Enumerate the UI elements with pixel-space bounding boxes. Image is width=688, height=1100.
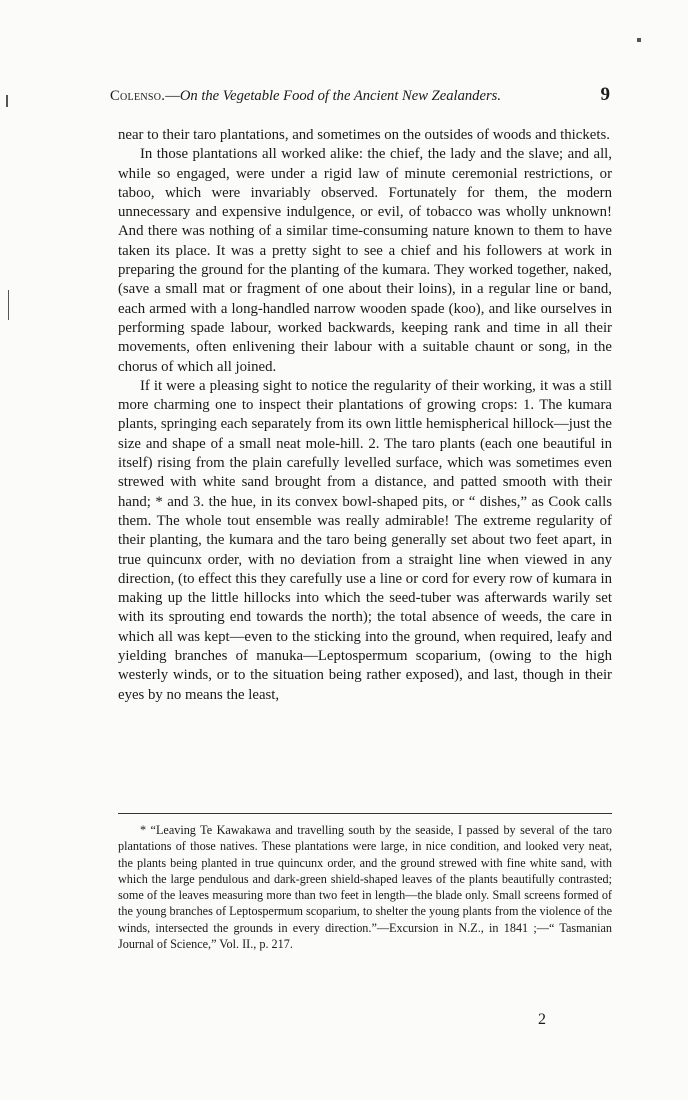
body-text (118, 126, 612, 705)
header-author: Colenso. (110, 88, 166, 104)
header-dash: — (165, 88, 180, 104)
paragraph-3: If it were a pleasing sight to notice the regularity of their working, it was a still more charming one to inspect their plantations of growing crops: 1. The kumara plants, springing each separately from its own little hemispherical hillock—just the size and shape of a small neat mole-hill. 2. The taro plants (each one beautiful in itself) rising from the plain carefully levelled surface, which was sometimes even strewed with white sand brought from a distance, and patted smooth with their hand; * and 3. the hue, in its convex bowl-shaped pits, or “ dishes,” as Cook calls them. The whole tout ensemble was really admirable! The extreme regularity of their planting, the kumara and the taro being generally set about two feet apart, in true quincunx order, with no deviation from a straight line when viewed in any direction, (to effect this they carefully use a line or cord for every row of kumara in making up the little hillocks into which the seed-tuber was afterwards warily set with its sprouting end towards the north); the total absence of weeds, the care in which all was kept—even to the sticking into the ground, when required, leafy and yielding branches of manuka—Leptospermum scoparium, (owing to the high westerly winds, or to the situation being rather exposed), and last, though in their eyes by no means the least, (118, 377, 612, 703)
paragraph-1: near to their taro plantations, and sometimes on the outsides of woods and thickets. (118, 127, 610, 143)
page-number: 9 (600, 84, 610, 105)
paragraph-2: In those plantations all worked alike: the chief, the lady and the slave; and all, while so engaged, were under a rigid law of minute ceremonial restrictions, or taboo, which were invariably observed. Fortunately for them, the modern unnecessary and expensive indulgence, or evil, of tobacco was wholly unknown! And there was nothing of a similar time-consuming nature known to them to have taken its place. It was a pretty sight to see a chief and his followers at work in preparing the ground for the planting of the kumara. They worked together, naked, (save a small mat or fragment of one about their loins), in a regular line or band, each armed with a long-handled narrow wooden spade (koo), and like ourselves in performing spade labour, worked backwards, keeping rank and time in all their movements, often enlivening their labour with a suitable chaunt or song, in the chorus of which all joined. (118, 146, 612, 375)
margin-mark (8, 290, 9, 320)
footnote-text: * “Leaving Te Kawakawa and travelling south by the seaside, I passed by several of the taro plantations of those natives. These plantations were large, in nice condition, and looked very neat, the plants being planted in true quincunx order, and the ground strewed with fine white sand, with which the large pendulous and dark-green shield-shaped leaves of the plants beautifully contrasted; some of the leaves measuring more than two feet in length—the blade only. Small screens formed of the young branches of Leptospermum scoparium, to shelter the young plants from the violence of the winds, intersected the grounds in every direction.”—Excursion in N.Z., in 1841 ;—“ Tasmanian Journal of Science,” Vol. II., p. 217. (118, 823, 612, 952)
signature-mark: 2 (538, 1011, 546, 1028)
header-title: On the Vegetable Food of the Ancient New Zealanders. (179, 88, 501, 104)
margin-mark (637, 38, 641, 42)
footnote-rule (118, 813, 612, 814)
footnote (118, 822, 612, 952)
margin-mark (6, 95, 8, 107)
running-header (110, 84, 610, 112)
